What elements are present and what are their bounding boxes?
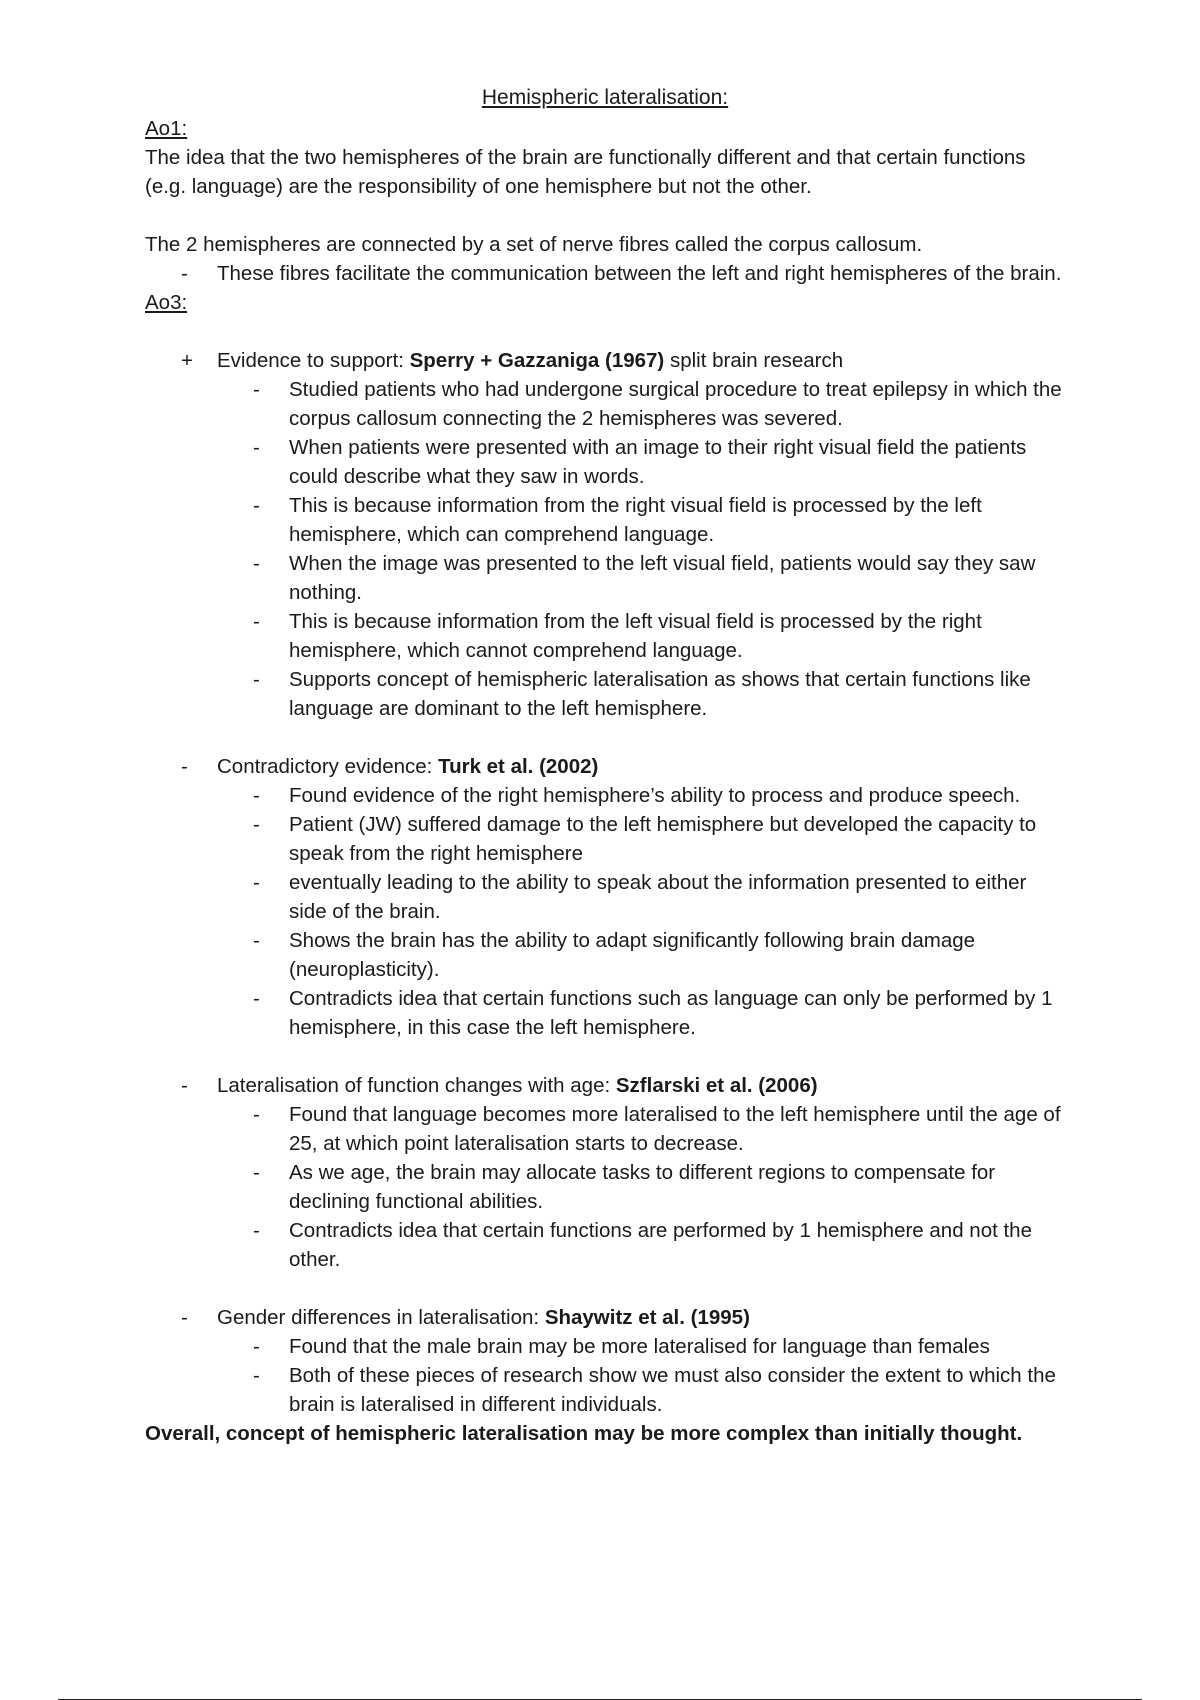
bullet-marker: - [181, 1074, 188, 1097]
spacer [145, 723, 1065, 752]
spacer [145, 317, 1065, 346]
ao3-sub-point [253, 1332, 1065, 1361]
bullet-dash: - [253, 1103, 260, 1126]
ao3-sub-point [253, 926, 1065, 984]
ao3-sub-point-text: Contradicts idea that certain functions are performed by 1 hemisphere and not the other. [289, 1219, 1032, 1271]
bullet-dash: - [253, 1161, 260, 1184]
point-citation: Shaywitz et al. (1995) [544, 1306, 750, 1329]
bullet-marker: - [181, 755, 188, 778]
ao3-sub-point-text: This is because information from the left visual field is processed by the right hemisphere, which cannot comprehend language. [289, 610, 982, 662]
ao3-sub-point [253, 781, 1065, 810]
ao3-points [145, 346, 1065, 1419]
ao3-point [181, 752, 1065, 781]
bullet-dash: - [253, 378, 260, 401]
point-citation: Szflarski et al. (2006) [615, 1074, 818, 1097]
bullet-dash: - [253, 987, 260, 1010]
ao3-sub-point-text: When the image was presented to the left visual field, patients would say they saw nothing. [289, 552, 1036, 604]
bullet-marker: - [181, 1306, 188, 1329]
bullet-dash: - [181, 262, 188, 285]
point-lead: Evidence to support: [217, 349, 410, 372]
ao3-sub-point [253, 1158, 1065, 1216]
ao3-sub-point [253, 375, 1065, 433]
bullet-marker: + [181, 349, 193, 372]
ao3-point [181, 1303, 1065, 1332]
bullet-dash: - [253, 929, 260, 952]
ao3-sub-point [253, 665, 1065, 723]
ao3-point [181, 346, 1065, 375]
bullet-dash: - [253, 552, 260, 575]
ao3-sub-point [253, 549, 1065, 607]
ao3-point-text [217, 752, 1065, 781]
ao3-sub-point-text: When patients were presented with an image to their right visual field the patients could describe what they saw in words. [289, 436, 1027, 488]
spacer [145, 1042, 1065, 1071]
bullet-dash: - [253, 784, 260, 807]
ao1-connection: The 2 hemispheres are connected by a set of nerve fibres called the corpus callosum. [145, 233, 923, 256]
ao3-point-text [217, 1303, 1065, 1332]
bullet-dash: - [253, 610, 260, 633]
ao3-sub-point [253, 491, 1065, 549]
point-tail: split brain research [664, 349, 844, 372]
ao3-sub-point-text: As we age, the brain may allocate tasks to different regions to compensate for declining functional abilities. [289, 1161, 996, 1213]
bullet-dash: - [253, 1364, 260, 1387]
ao1-heading: Ao1: [145, 117, 188, 140]
point-citation: Turk et al. (2002) [438, 755, 599, 778]
bullet-dash: - [253, 436, 260, 459]
ao3-sub-point-text: Found that language becomes more lateralised to the left hemisphere until the age of 25, at which point lateralisation starts to decrease. [289, 1103, 1061, 1155]
ao3-sub-point-text: Found evidence of the right hemisphere’s ability to process and produce speech. [289, 784, 1021, 807]
ao3-sub-point [253, 433, 1065, 491]
ao3-sub-point-text: eventually leading to the ability to speak about the information presented to either side of the brain. [289, 871, 1027, 923]
ao3-heading: Ao3: [145, 291, 188, 314]
bullet-dash: - [253, 871, 260, 894]
ao3-sub-point-text: Shows the brain has the ability to adapt significantly following brain damage (neuroplasticity). [289, 929, 976, 981]
ao3-sub-point-text: Contradicts idea that certain functions such as language can only be performed by 1 hemisphere, in this case the left hemisphere. [289, 987, 1053, 1039]
list-item-text: These fibres facilitate the communication between the left and right hemispheres of the brain. [217, 262, 1062, 285]
spacer [145, 1274, 1065, 1303]
point-lead: Contradictory evidence: [217, 755, 439, 778]
bullet-dash: - [253, 668, 260, 691]
bullet-dash: - [253, 494, 260, 517]
ao3-sub-point-text: Patient (JW) suffered damage to the left hemisphere but developed the capacity to speak from the right hemisphere [289, 813, 1037, 865]
ao3-sub-point [253, 984, 1065, 1042]
ao3-point-text [217, 346, 1065, 375]
ao3-sub-point [253, 1361, 1065, 1419]
ao3-sub-point-text: Supports concept of hemispheric lateralisation as shows that certain functions like language are dominant to the left hemisphere. [289, 668, 1031, 720]
ao1-definition: The idea that the two hemispheres of the brain are functionally different and that certain functions (e.g. language) are the responsibility of one hemisphere but not the other. [145, 146, 1026, 198]
bullet-dash: - [253, 1219, 260, 1242]
list-item [181, 259, 1065, 288]
point-citation: Sperry + Gazzaniga (1967) [409, 349, 665, 372]
ao3-sub-point [253, 607, 1065, 665]
ao3-sub-point-text: Studied patients who had undergone surgical procedure to treat epilepsy in which the corpus callosum connecting the 2 hemispheres was severed. [289, 378, 1062, 430]
ao3-sub-point-text: Both of these pieces of research show we must also consider the extent to which the brain is lateralised in different individuals. [289, 1364, 1056, 1416]
ao3-sub-point [253, 810, 1065, 868]
spacer [145, 201, 1065, 230]
point-lead: Lateralisation of function changes with age: [217, 1074, 616, 1097]
ao3-sub-point [253, 1100, 1065, 1158]
page-title: Hemispheric lateralisation: [481, 86, 729, 109]
ao3-sub-point-text: Found that the male brain may be more lateralised for language than females [289, 1335, 990, 1358]
ao3-point-text [217, 1071, 1065, 1100]
document-page [145, 83, 1065, 1448]
ao3-sub-point [253, 1216, 1065, 1274]
ao3-sub-point-text: This is because information from the right visual field is processed by the left hemisphere, which can comprehend language. [289, 494, 982, 546]
bullet-dash: - [253, 1335, 260, 1358]
ao3-point [181, 1071, 1065, 1100]
point-lead: Gender differences in lateralisation: [217, 1306, 545, 1329]
ao3-sub-point [253, 868, 1065, 926]
bullet-dash: - [253, 813, 260, 836]
conclusion: Overall, concept of hemispheric lateralisation may be more complex than initially thought. [145, 1422, 1023, 1445]
